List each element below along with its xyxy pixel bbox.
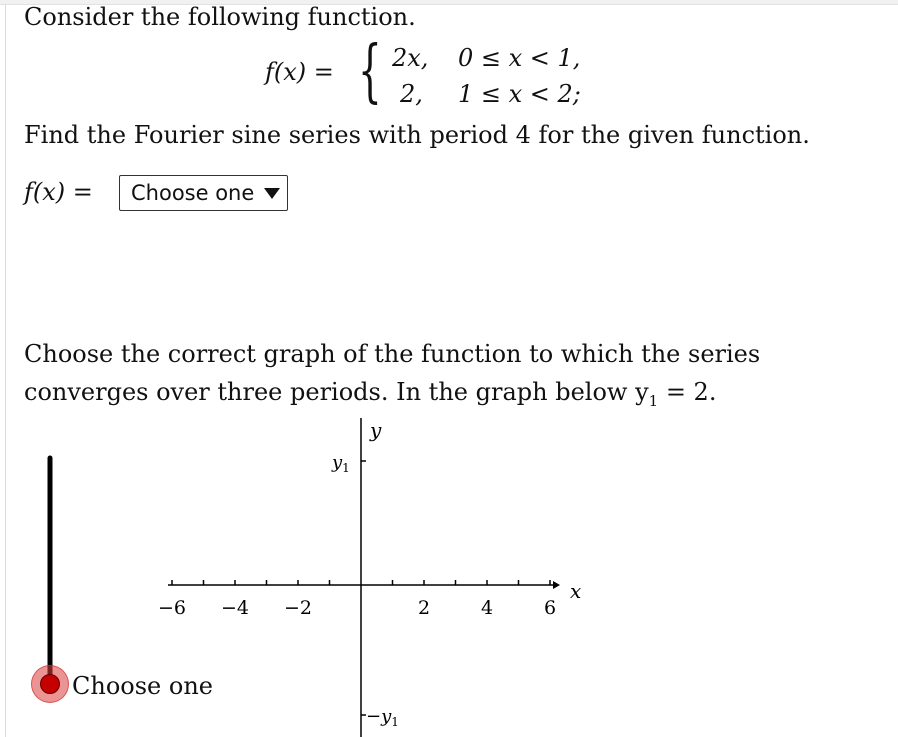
graph-question-text: converges over three periods. In the graph below y [24, 378, 649, 406]
graph-slider-handle[interactable] [31, 665, 69, 703]
neg-y1-label: $-y_1$ [366, 706, 399, 729]
graph-question-tail: = 2. [658, 378, 717, 406]
x-tick-label: 2 [417, 597, 431, 619]
graph-question-sub: 1 [648, 391, 659, 410]
x-axis-arrow [553, 581, 560, 589]
y1-label: $y_1$ [332, 452, 350, 475]
case-2-condition: 1 ≤ x < 2; [458, 80, 581, 108]
x-tick-label: −4 [220, 597, 250, 619]
series-dropdown-value: Choose one [131, 181, 255, 205]
question-text: Find the Fourier sine series with period 4 for the given function. [24, 121, 810, 149]
x-tick-label: −2 [283, 597, 313, 619]
x-tick-label: 6 [543, 597, 557, 619]
x-tick-label: −6 [157, 597, 187, 619]
y-axis-label: y [370, 418, 382, 442]
slider-handle-dot [40, 674, 60, 694]
intro-text: Consider the following function. [24, 3, 416, 31]
x-tick-label: 4 [480, 597, 494, 619]
x-axis-label: x [570, 579, 582, 603]
x-tick-labels [158, 597, 556, 619]
case-2-expression: 2, [400, 80, 423, 108]
case-1-condition: 0 ≤ x < 1, [458, 44, 581, 72]
piecewise-brace: { [358, 32, 382, 111]
graph-choice-label: Choose one [72, 672, 213, 700]
function-label: f(x) = [265, 58, 334, 86]
answer-label: f(x) = [24, 178, 93, 206]
graph-question-line-1: Choose the correct graph of the function to which the series [24, 340, 761, 368]
case-1-expression: 2x, [392, 44, 429, 72]
